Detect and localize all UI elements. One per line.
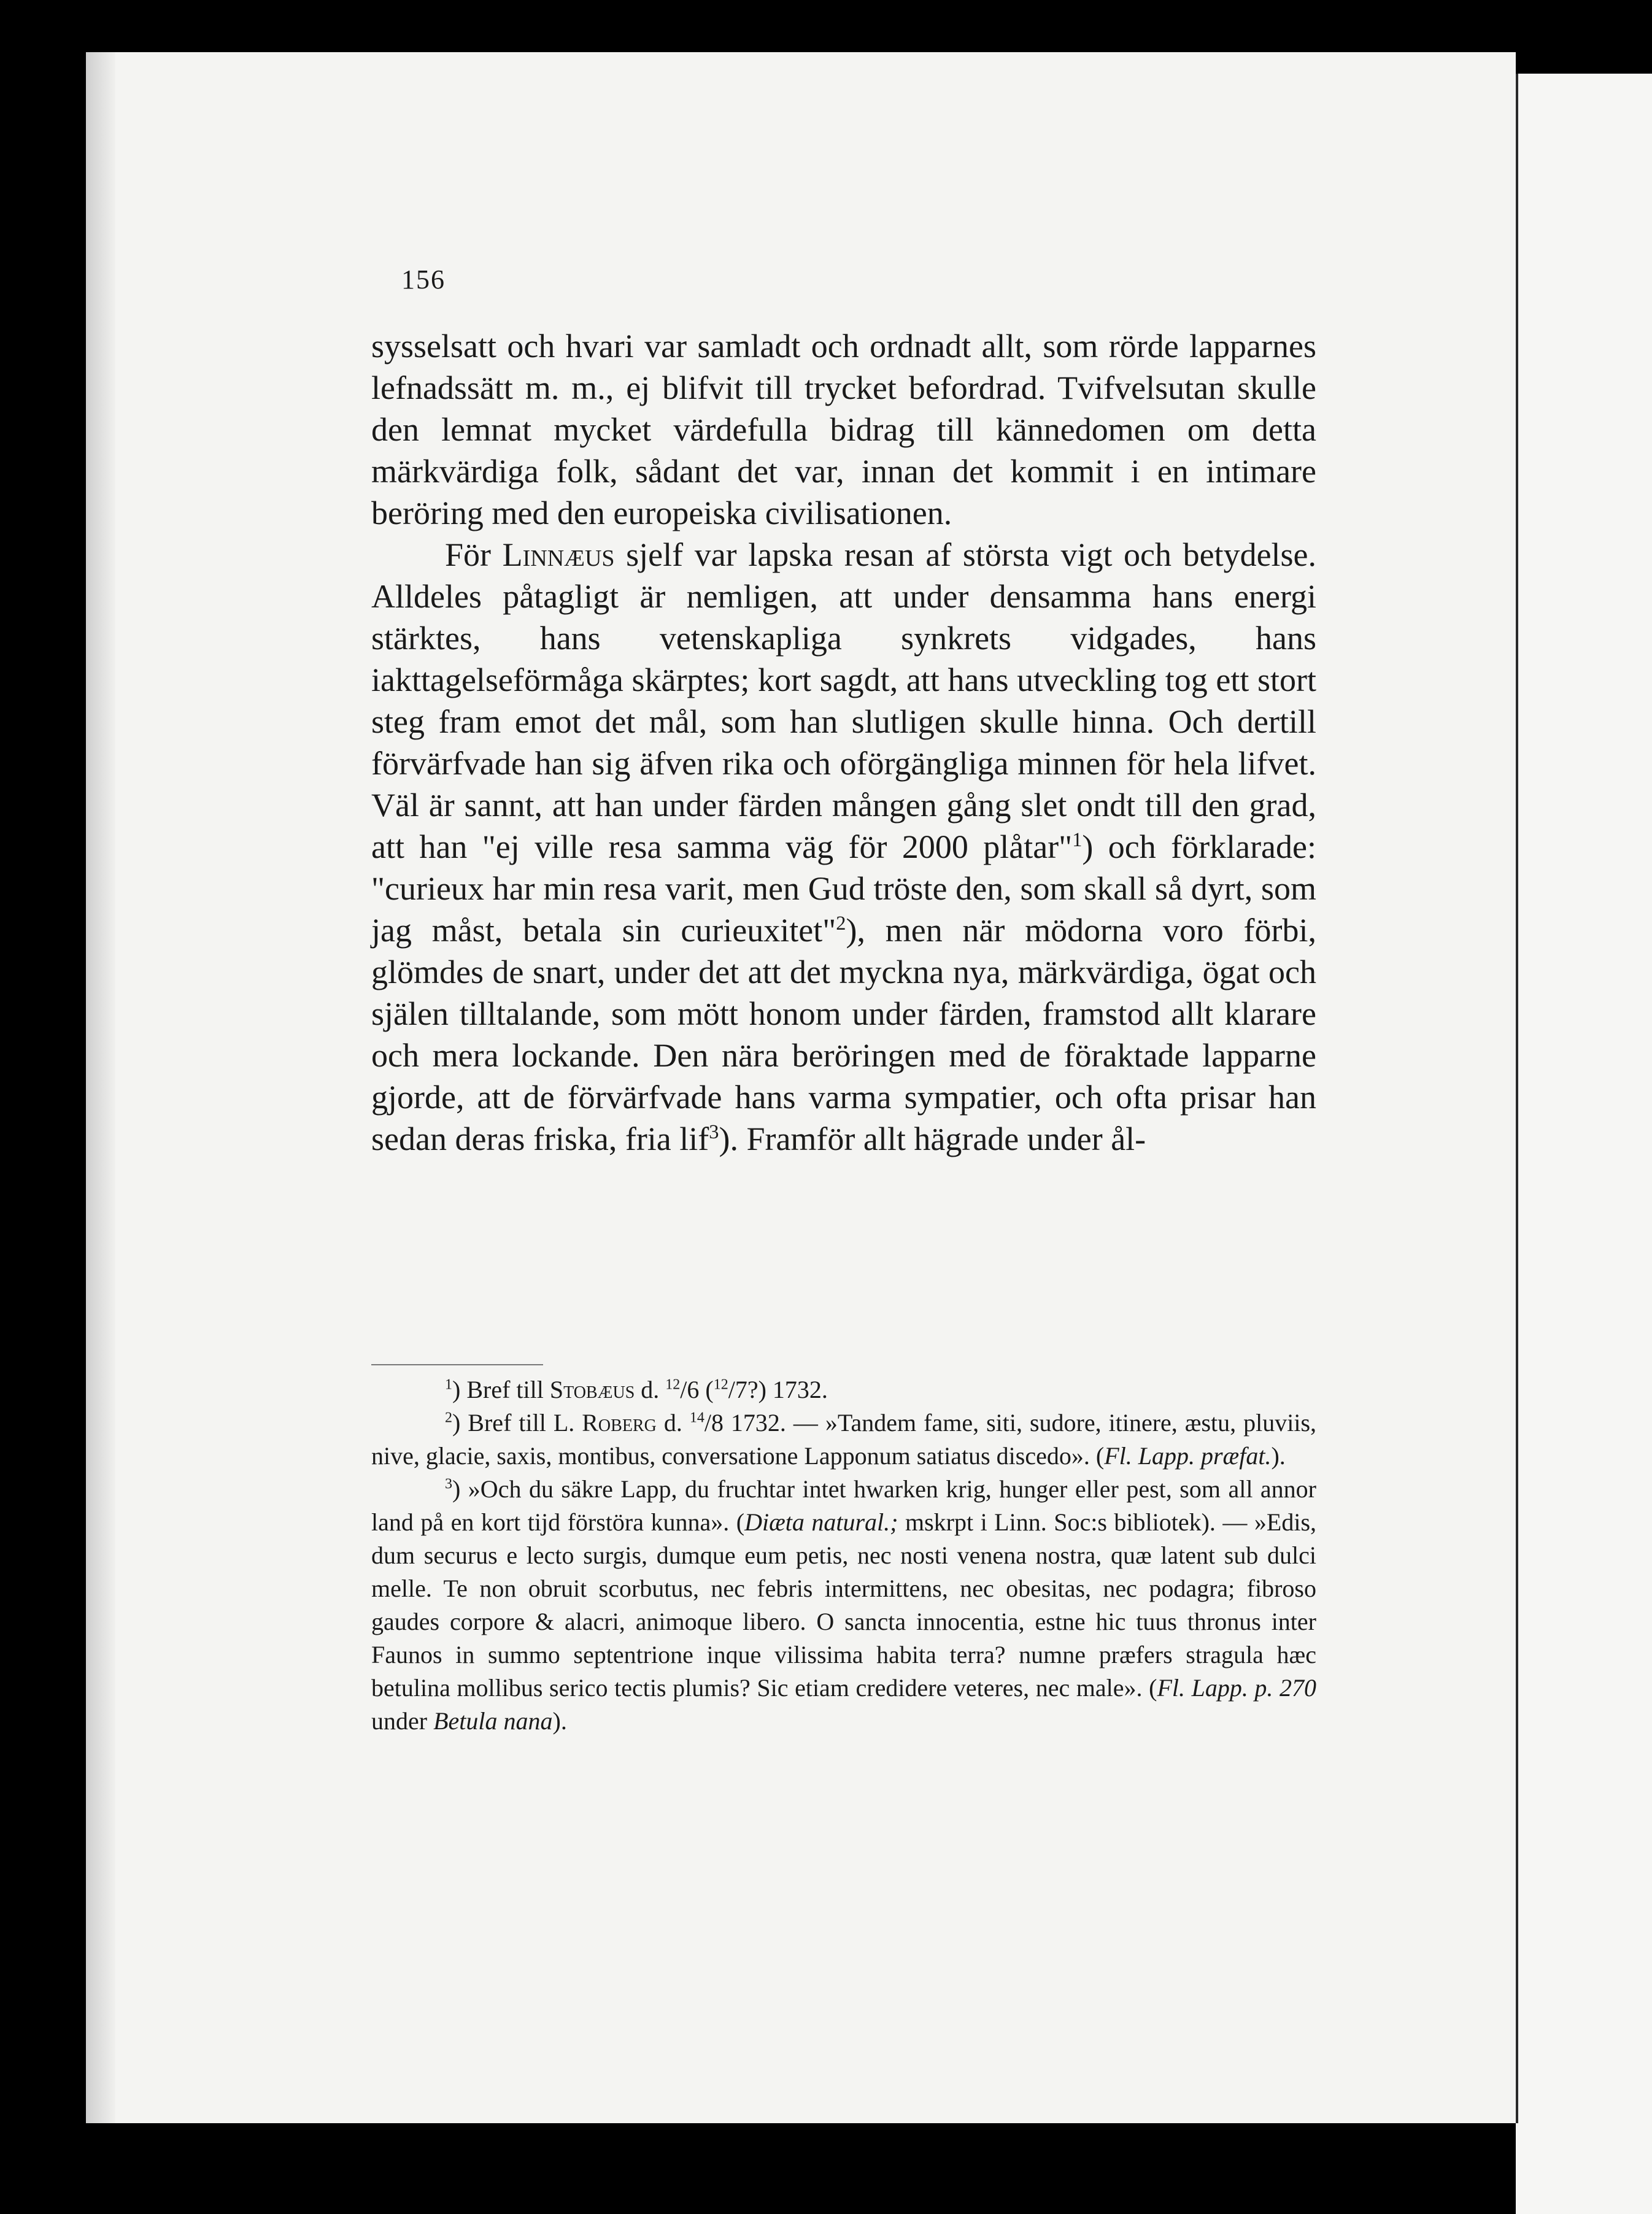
paragraph-1: sysselsatt och hvari var samladt och ordnadt allt, som rörde lapparnes lefnadssätt m. m., ej blifvit till trycket befordrad. Tvifvelsutan skulle den lemnat mycket värdefulla bidrag till kännedomen om detta märkvärdiga folk, sådant det var, innan det kommit i en intimare beröring med den europeiska civilisationen.: [371, 328, 1316, 531]
paragraph-2-lead: För: [445, 536, 492, 573]
person-name-stobaeus: Stobæus: [549, 1376, 635, 1403]
paragraph-2-part-b: ) och förklarade: "curieux har min resa varit, men Gud tröste den, som skall så dyrt, som jag måst, betala sin curieuxitet": [371, 828, 1316, 949]
adjacent-page-edge: [1516, 74, 1652, 2214]
footnote-1-mark: 1: [445, 1376, 452, 1393]
footnote-3-text-b: mskrpt i Linn. Soc:s bibliotek). — »Edis, dum securus e lecto surgis, dumque eum petis, nec nosti venena nostra, quæ latent sub dulci melle. Te non obruit scorbutus, nec febris intermittens, nec obesitas, nec podagra; fibroso gaudes corpore & alacri, animoque libero. O sancta innocentia, estne hic tuus thronus inter Faunos in summo septentrione inque vilissima habita terra? numne præfers stragula hæc betulina mollibus serico tectis plumis? Sic etiam credidere veteres, nec male». (: [371, 1508, 1317, 1702]
footnote-3: [371, 1473, 1316, 1738]
footnote-1: [371, 1373, 1316, 1406]
footnote-2-date-day: 14: [689, 1410, 704, 1426]
footnote-2-text-b: d.: [663, 1409, 682, 1437]
footnote-2: [371, 1406, 1316, 1473]
footnote-3-end: ).: [552, 1707, 567, 1735]
footnote-2-mark: 2: [445, 1410, 452, 1426]
footnote-3-mark: 3: [445, 1476, 452, 1492]
main-text: [371, 325, 1316, 1160]
footnote-separator: [371, 1364, 543, 1365]
footnote-3-citation-2: Fl. Lapp. p. 270: [1157, 1674, 1316, 1702]
footnote-3-citation-3: Betula nana: [433, 1707, 553, 1735]
footnote-ref-2: 2: [836, 912, 846, 935]
footnote-2-citation: Fl. Lapp. præfat.: [1104, 1442, 1272, 1470]
footnote-ref-1: 1: [1072, 829, 1083, 851]
footnotes: [371, 1373, 1316, 1738]
paragraph-2: [371, 534, 1316, 1160]
paragraph-2-part-a: sjelf var lapska resan af största vigt och betydelse. Alldeles påtagligt är nemligen, att under densamma hans energi stärktes, hans vetenskapliga synkrets vidgades, hans iakttagelseförmåga skärptes; kort sagdt, att hans utveckling tog ett stort steg fram emot det mål, som han slutligen skulle hinna. Och dertill förvärfvade han sig äfven rika och oförgängliga minnen för hela lifvet. Väl är sannt, att han under färden mången gång slet ondt till den grad, att han "ej ville resa samma väg för 2000 plåtar": [371, 536, 1317, 865]
footnote-1-alt-day: 12: [713, 1376, 728, 1393]
footnote-1-date-day: 12: [665, 1376, 681, 1393]
footnote-1-text-b: d.: [641, 1376, 660, 1403]
person-name-roberg: Roberg: [582, 1409, 657, 1437]
person-name-linnaeus: Linnæus: [502, 536, 615, 573]
footnote-ref-3: 3: [709, 1121, 719, 1143]
footnote-2-end: ).: [1271, 1442, 1286, 1470]
footnote-2-text-a: ) Bref till L.: [452, 1409, 575, 1437]
paragraph-2-part-c: ), men när mödorna voro förbi, glömdes de snart, under det att det myckna nya, märkvärdiga, ögat och själen tilltalande, som mött honom under färden, framstod allt klarare och mera lockande. Den nära beröringen med de föraktade lapparne gjorde, att de förvärfvade hans varma sympatier, och ofta prisar han sedan deras friska, fria lif: [371, 912, 1317, 1157]
page-binding-edge: [86, 52, 115, 2123]
footnote-3-text-c: under: [371, 1707, 428, 1735]
footnote-3-citation-1: Diæta natural.;: [744, 1508, 898, 1536]
footnote-1-alt-rest: /7?) 1732.: [728, 1376, 828, 1403]
footnote-3-text-a: ) »Och du säkre Lapp, du fruchtar intet hwarken krig, hunger eller pest, som all annor land på en kort tijd förstöra kunna». (: [371, 1475, 1316, 1536]
page-number: 156: [401, 264, 446, 295]
paragraph-2-part-d: ). Framför allt hägrade under ål-: [719, 1120, 1146, 1157]
footnote-2-text-c: /8 1732. — »Tandem fame, siti, sudore, itinere, æstu, pluviis, nive, glacie, saxis, montibus, conversatione Lapponum satiatus discedo». (: [371, 1409, 1317, 1470]
footnote-1-text-a: ) Bref till: [452, 1376, 544, 1403]
footnote-1-date-rest: /6 (: [680, 1376, 714, 1403]
